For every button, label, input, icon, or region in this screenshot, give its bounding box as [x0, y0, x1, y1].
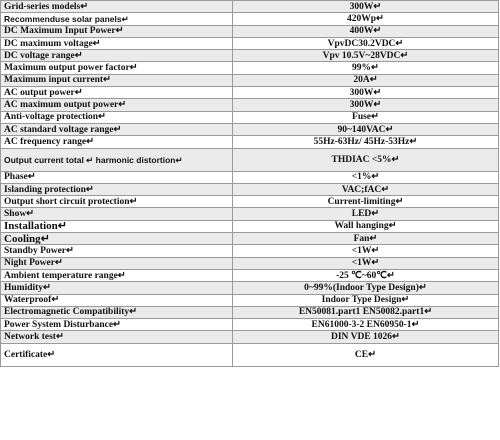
table-row	[1, 306, 499, 318]
table-row	[1, 37, 499, 49]
spec-value: 90~140VAC↵	[233, 123, 499, 135]
spec-label: Maximum output power factor↵	[1, 62, 233, 74]
spec-label: Cooling↵	[1, 233, 233, 245]
spec-value: 99%↵	[233, 62, 499, 74]
table-row	[1, 269, 499, 281]
spec-label: Phase↵	[1, 171, 233, 183]
spec-value: EN50081.part1 EN50082.part1↵	[233, 306, 499, 318]
table-row	[1, 319, 499, 331]
table-row	[1, 183, 499, 195]
spec-value: Fuse↵	[233, 111, 499, 123]
spec-label: Ambient temperature range↵	[1, 269, 233, 281]
table-row	[1, 343, 499, 366]
spec-label: Waterproof↵	[1, 294, 233, 306]
table-row	[1, 294, 499, 306]
spec-label: Recommenduse solar panels↵	[1, 13, 233, 25]
spec-label: Power System Disturbance↵	[1, 319, 233, 331]
spec-label: AC maximum output power↵	[1, 99, 233, 111]
spec-label: Grid-series models↵	[1, 1, 233, 13]
spec-value: Wall hanging↵	[233, 220, 499, 232]
spec-label: Humidity↵	[1, 282, 233, 294]
spec-value: THDIAC <5%↵	[233, 148, 499, 171]
spec-value: LED↵	[233, 208, 499, 220]
spec-label: DC maximum voltage↵	[1, 37, 233, 49]
table-row	[1, 282, 499, 294]
spec-value: 55Hz-63Hz/ 45Hz-53Hz↵	[233, 136, 499, 148]
spec-value: 300W↵	[233, 1, 499, 13]
spec-label: Electromagnetic Compatibility↵	[1, 306, 233, 318]
spec-value: 420Wp↵	[233, 13, 499, 25]
spec-value: CE↵	[233, 343, 499, 366]
spec-value: 300W↵	[233, 87, 499, 99]
spec-value: <1W↵	[233, 257, 499, 269]
spec-value: 400W↵	[233, 25, 499, 37]
spec-value: 20A↵	[233, 74, 499, 86]
spec-label: Night Power↵	[1, 257, 233, 269]
table-row	[1, 136, 499, 148]
spec-label: AC output power↵	[1, 87, 233, 99]
spec-label: Output short circuit protection↵	[1, 196, 233, 208]
spec-value: Current-limiting↵	[233, 196, 499, 208]
spec-label: Standby Power↵	[1, 245, 233, 257]
spec-value: <1W↵	[233, 245, 499, 257]
spec-value: 300W↵	[233, 99, 499, 111]
table-row	[1, 99, 499, 111]
spec-label: AC standard voltage range↵	[1, 123, 233, 135]
spec-label: DC Maximum Input Power↵	[1, 25, 233, 37]
table-row	[1, 208, 499, 220]
table-row	[1, 50, 499, 62]
table-row	[1, 331, 499, 343]
table-row	[1, 13, 499, 25]
table-row	[1, 171, 499, 183]
spec-value: <1%↵	[233, 171, 499, 183]
spec-label: Installation↵	[1, 220, 233, 232]
spec-value: VpvDC30.2VDC↵	[233, 37, 499, 49]
spec-value: EN61000-3-2 EN60950-1↵	[233, 319, 499, 331]
table-row	[1, 257, 499, 269]
spec-value: Fan↵	[233, 233, 499, 245]
table-row	[1, 1, 499, 13]
table-row	[1, 196, 499, 208]
spec-label: Islanding protection↵	[1, 183, 233, 195]
table-row	[1, 25, 499, 37]
spec-label: Show↵	[1, 208, 233, 220]
table-row	[1, 74, 499, 86]
table-row	[1, 233, 499, 245]
table-row	[1, 62, 499, 74]
spec-label: Certificate↵	[1, 343, 233, 366]
spec-value: Indoor Type Design↵	[233, 294, 499, 306]
spec-value: 0~99%(Indoor Type Design)↵	[233, 282, 499, 294]
spec-label: Output current total ↵ harmonic distortion↵	[1, 148, 233, 171]
spec-label: DC voltage range↵	[1, 50, 233, 62]
spec-label: Anti-voltage protection↵	[1, 111, 233, 123]
table-row	[1, 123, 499, 135]
table-row	[1, 220, 499, 232]
spec-label: Network test↵	[1, 331, 233, 343]
spec-value: -25 ℃~60℃↵	[233, 269, 499, 281]
table-row	[1, 148, 499, 171]
spec-label: Maximum input current↵	[1, 74, 233, 86]
spec-value: VAC;fAC↵	[233, 183, 499, 195]
table-row	[1, 245, 499, 257]
spec-label: AC frequency range↵	[1, 136, 233, 148]
table-row	[1, 87, 499, 99]
spec-value: DIN VDE 1026↵	[233, 331, 499, 343]
table-row	[1, 111, 499, 123]
spec-value: Vpv 10.5V~28VDC↵	[233, 50, 499, 62]
